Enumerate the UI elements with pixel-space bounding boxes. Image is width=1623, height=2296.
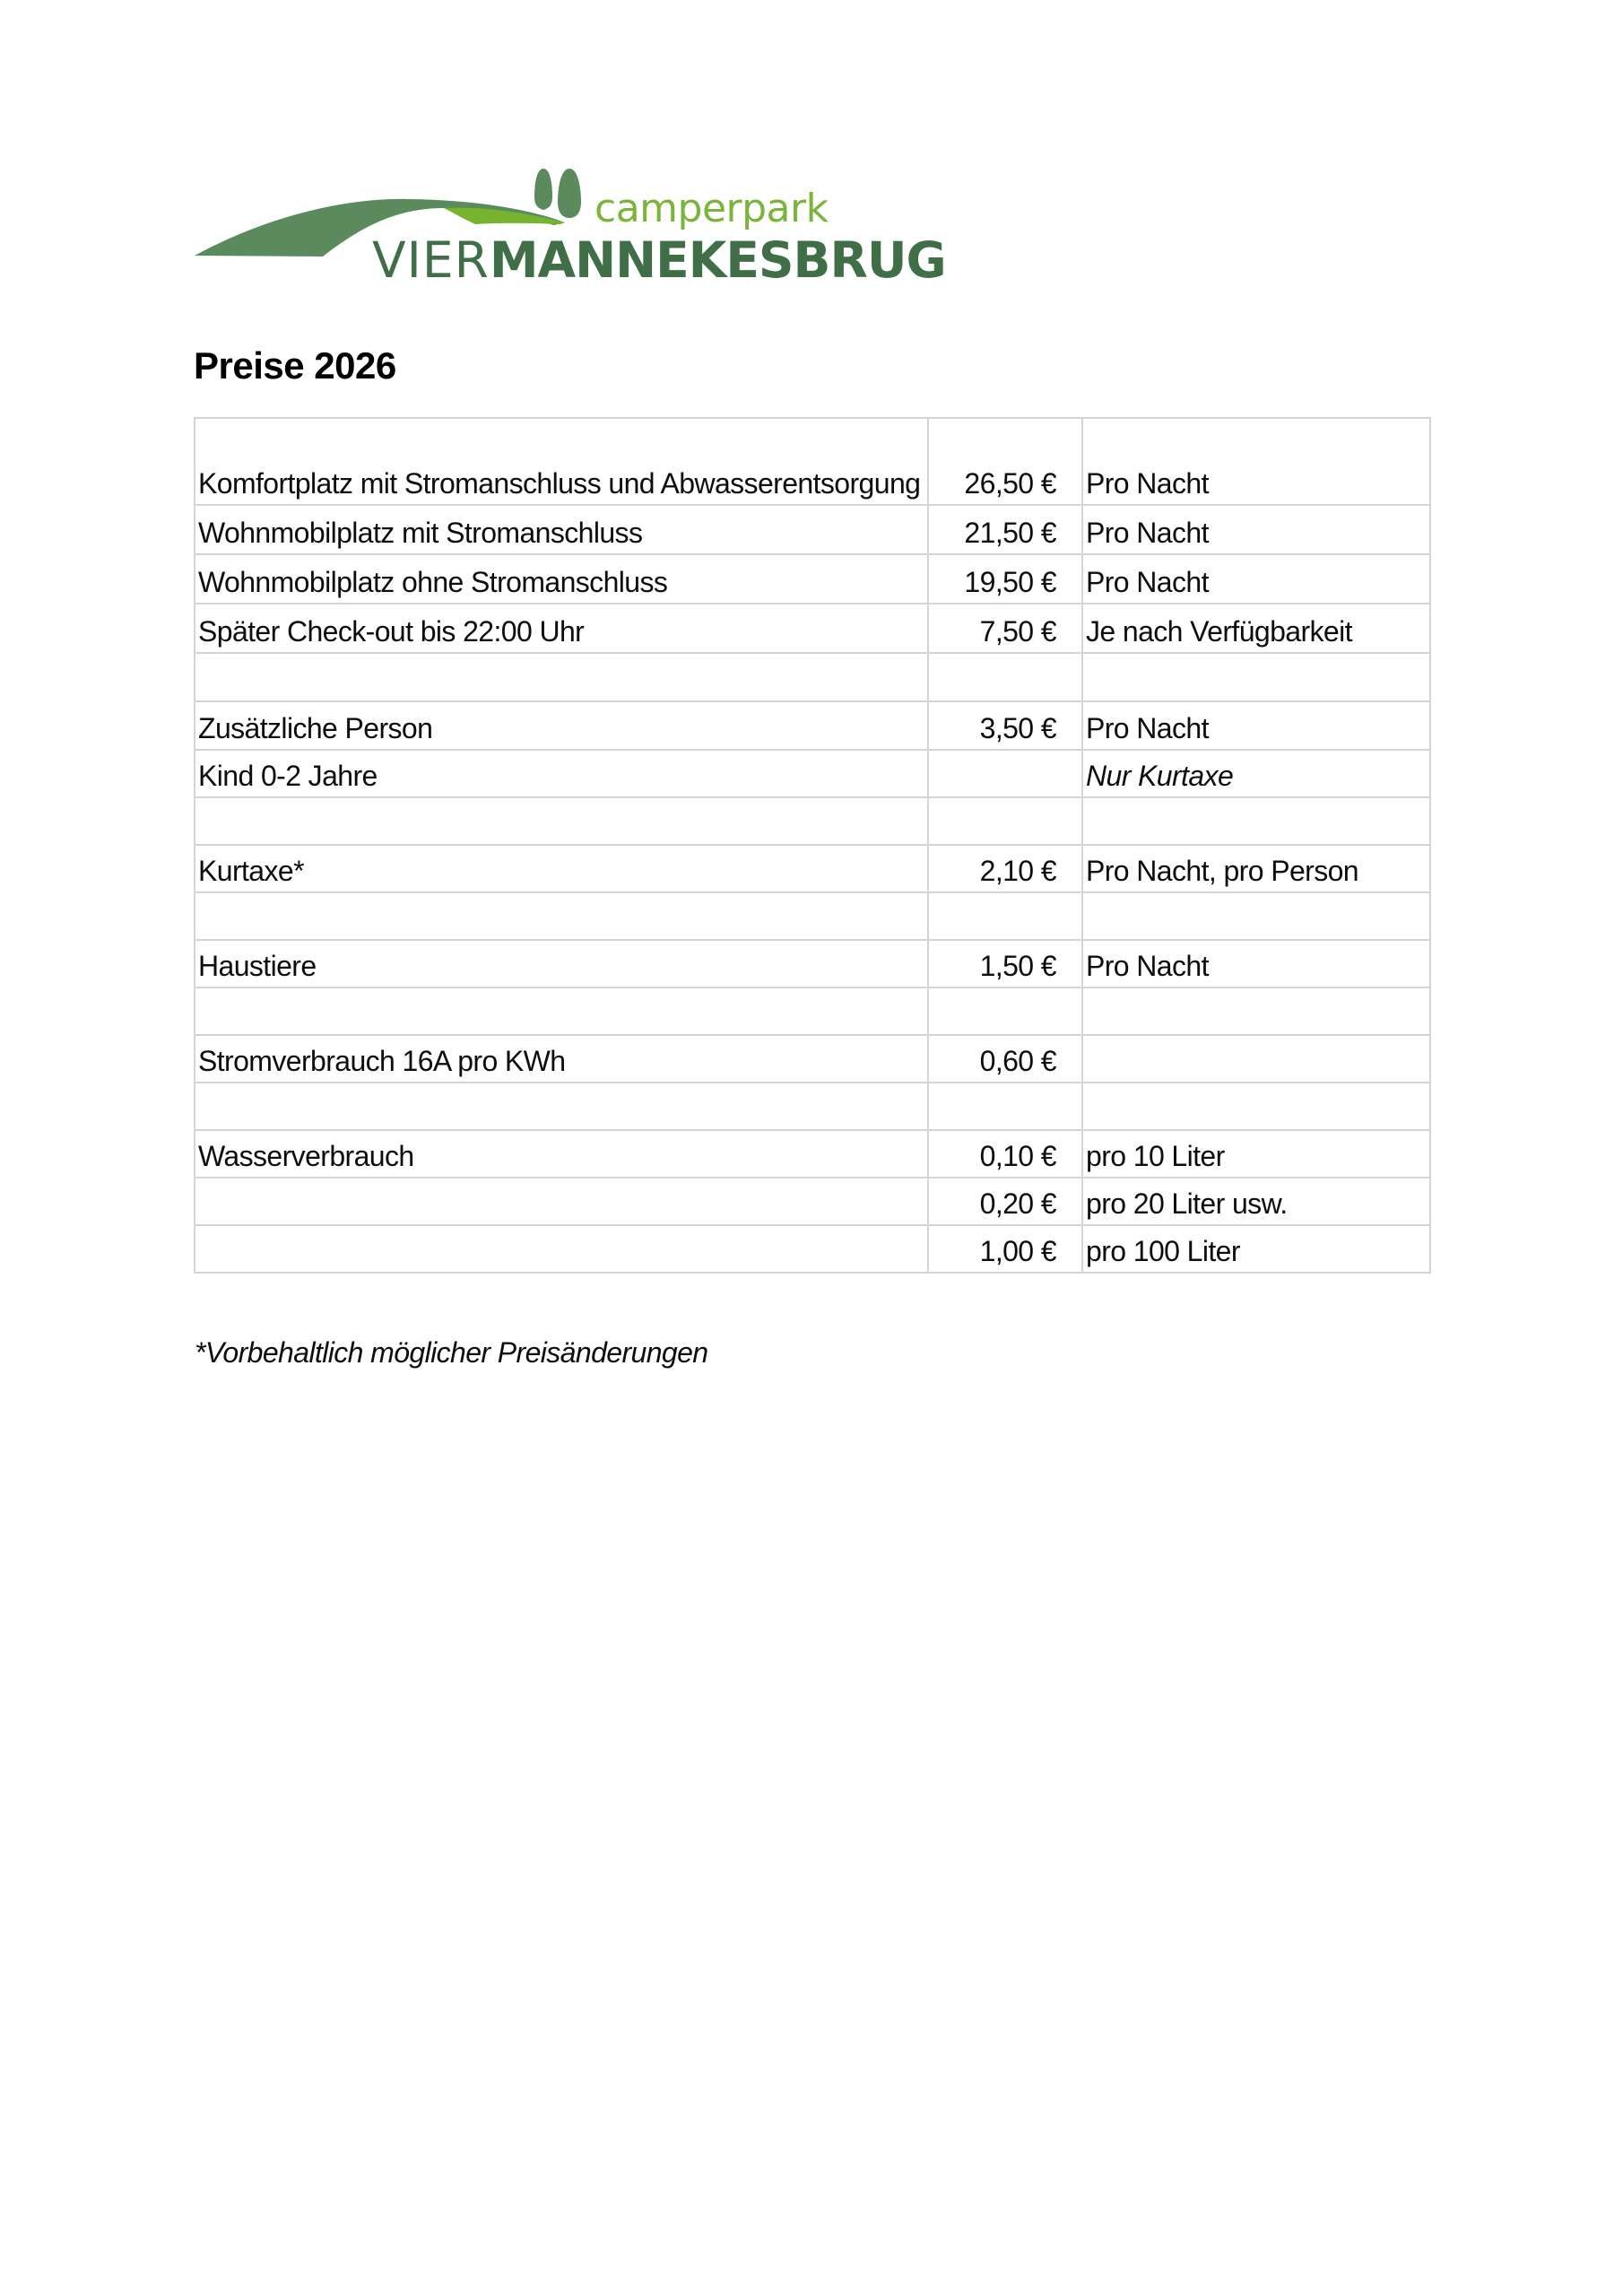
price-cell: 3,50 €	[928, 701, 1082, 750]
price-cell: 19,50 €	[928, 554, 1082, 604]
item-cell	[195, 1178, 928, 1225]
price-cell: 0,20 €	[928, 1178, 1082, 1225]
item-cell: Haustiere	[195, 940, 928, 987]
table-row	[195, 940, 1430, 987]
item-cell: Kurtaxe*	[195, 845, 928, 892]
item-cell: Wasserverbrauch	[195, 1130, 928, 1178]
logo-name-light: VIER	[372, 231, 490, 289]
table-row	[195, 845, 1430, 892]
note-cell	[1082, 750, 1430, 797]
price-cell: 1,00 €	[928, 1225, 1082, 1273]
item-cell: Später Check-out bis 22:00 Uhr	[195, 604, 928, 653]
item-cell: Stromverbrauch 16A pro KWh	[195, 1035, 928, 1083]
note-cell	[1082, 653, 1430, 701]
note-cell: Pro Nacht	[1082, 418, 1430, 505]
note-cell: pro 10 Liter	[1082, 1130, 1430, 1178]
price-cell: 2,10 €	[928, 845, 1082, 892]
logo-subtitle: camperpark	[595, 186, 829, 231]
table-row	[195, 604, 1430, 653]
item-cell	[195, 892, 928, 940]
table-row-empty	[195, 797, 1430, 845]
price-cell	[928, 750, 1082, 797]
note-cell	[1082, 1083, 1430, 1130]
table-row	[195, 505, 1430, 554]
note-cell	[1082, 797, 1430, 845]
price-table	[194, 417, 1431, 1274]
note-cell: Pro Nacht	[1082, 554, 1430, 604]
table-row-empty	[195, 653, 1430, 701]
table-row-empty	[195, 987, 1430, 1035]
note-cell	[1082, 892, 1430, 940]
page-title: Preise 2026	[194, 344, 396, 387]
price-cell	[928, 797, 1082, 845]
note-cell: Pro Nacht, pro Person	[1082, 845, 1430, 892]
table-row	[195, 554, 1430, 604]
note-cell: pro 20 Liter usw.	[1082, 1178, 1430, 1225]
price-cell	[928, 892, 1082, 940]
item-cell	[195, 1225, 928, 1273]
price-cell: 1,50 €	[928, 940, 1082, 987]
logo-name-bold: MANNEKESBRUG	[489, 231, 946, 289]
table-row	[195, 1130, 1430, 1178]
item-cell: Kind 0-2 Jahre	[195, 750, 928, 797]
note-cell: Pro Nacht	[1082, 701, 1430, 750]
price-cell	[928, 653, 1082, 701]
table-row	[195, 750, 1430, 797]
table-row	[195, 1035, 1430, 1083]
item-cell	[195, 653, 928, 701]
footnote: *Vorbehaltlich möglicher Preisänderungen	[195, 1336, 708, 1369]
item-cell: Zusätzliche Person	[195, 701, 928, 750]
price-cell: 0,10 €	[928, 1130, 1082, 1178]
item-cell: Wohnmobilplatz mit Stromanschluss	[195, 505, 928, 554]
note-cell: Pro Nacht	[1082, 940, 1430, 987]
price-cell	[928, 1083, 1082, 1130]
item-cell: Wohnmobilplatz ohne Stromanschluss	[195, 554, 928, 604]
price-cell: 26,50 €	[928, 418, 1082, 505]
price-cell: 7,50 €	[928, 604, 1082, 653]
camperpark-logo	[188, 157, 946, 291]
price-cell: 21,50 €	[928, 505, 1082, 554]
price-cell	[928, 987, 1082, 1035]
item-cell	[195, 987, 928, 1035]
item-cell: Komfortplatz mit Stromanschluss und Abwasserentsorgung	[195, 418, 928, 505]
table-row	[195, 1178, 1430, 1225]
note-cell	[1082, 1035, 1430, 1083]
item-cell	[195, 797, 928, 845]
note-cell	[1082, 987, 1430, 1035]
table-row	[195, 1225, 1430, 1273]
note-italic: Nur Kurtaxe	[1086, 760, 1234, 792]
note-cell: pro 100 Liter	[1082, 1225, 1430, 1273]
note-cell: Pro Nacht	[1082, 505, 1430, 554]
logo-name	[372, 231, 946, 289]
note-cell: Je nach Verfügbarkeit	[1082, 604, 1430, 653]
item-cell	[195, 1083, 928, 1130]
price-cell: 0,60 €	[928, 1035, 1082, 1083]
table-row-empty	[195, 892, 1430, 940]
table-row	[195, 701, 1430, 750]
table-row-empty	[195, 1083, 1430, 1130]
table-row	[195, 418, 1430, 505]
